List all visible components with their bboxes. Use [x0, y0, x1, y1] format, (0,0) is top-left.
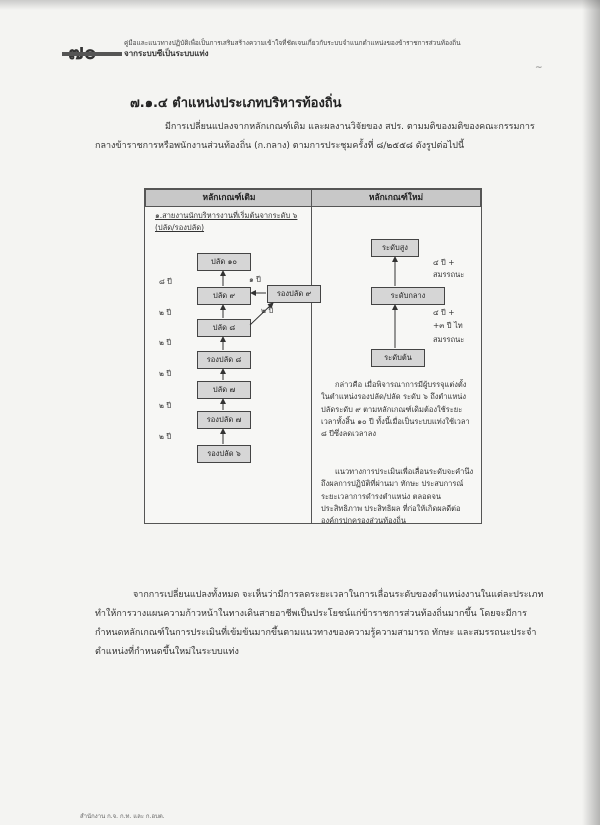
old-years-1: ๘ ปี [159, 277, 172, 286]
new-req-top-2: สมรรถนะ [433, 270, 465, 279]
arrow-8-to-r9 [250, 303, 273, 325]
old-years-5: ๒ ปี [159, 401, 172, 410]
side-years-1: ๑ ปี [249, 275, 261, 284]
old-criteria-header: หลักเกณฑ์เดิม [145, 189, 313, 207]
scan-mark: ~ [535, 63, 543, 73]
old-box-rongpalat-9: รองปลัด ๙ [267, 285, 321, 303]
new-box-senior: ระดับสูง [371, 239, 419, 257]
header-subtitle: คู่มือและแนวทางปฏิบัติเพื่อเป็นการเสริมสร้างความเข้าใจที่ชัดเจนเกี่ยวกับระบบจำแนกตำแหน่งของข้าราชการส่วนท้องถิ่น [124, 39, 461, 47]
new-req-bottom-2: +๓ ปี ไท [433, 321, 463, 330]
old-box-rongpalat-6: รองปลัด ๖ [197, 445, 251, 463]
header-title: จากระบบซีเป็นระบบแท่ง [124, 49, 209, 58]
old-box-rongpalat-7: รองปลัด ๗ [197, 411, 251, 429]
scan-shadow-right [582, 0, 600, 825]
conclusion-paragraph: จากการเปลี่ยนแปลงทั้งหมด จะเห็นว่ามีการลดระยะเวลาในการเลื่อนระดับของตำแหน่งงานในแต่ละประเภท ทำให้การวางแผนความก้าวหน้าในทางเดินสายอาชีพเป็นประโยชน์แก่ข้าราชการส่วนท้องถิ่นมากขึ้น โดยจะมีการกำหนดหลักเกณฑ์ในการประเมินที่เข้มข้นมากขึ้นตามแนวทางของความรู้ความสามารถ ทักษะ และสมรรถนะประจำตำแหน่งที่กำหนดขึ้นใหม่ในระบบแท่ง [95, 590, 544, 657]
new-req-bottom-1: ๔ ปี + [433, 308, 455, 317]
diagram-arrows [145, 189, 481, 523]
old-criteria-heading: ๑.สายงานนักบริหารงานที่เริ่มต้นจากระดับ ๖ (ปลัด/รองปลัด) [155, 211, 298, 232]
old-box-rongpalat-8: รองปลัด ๘ [197, 351, 251, 369]
old-box-palat-10: ปลัด ๑๐ [197, 253, 251, 271]
page-footer: สำนักงาน ก.จ. ก.ท. และ ก.อบต. [80, 813, 165, 820]
new-criteria-note-2: แนวทางการประเมินเพื่อเลื่อนระดับจะคำนึงถึงผลการปฏิบัติที่ผ่านมา ทักษะ ประสบการณ์ ระยะเวลาการดำรงตำแหน่ง ตลอดจนประสิทธิภาพ ประสิทธิผล ที่ก่อให้เกิดผลดีต่อองค์กรปกครองส่วนท้องถิ่น [321, 467, 474, 526]
new-criteria-note-1: กล่าวคือ เมื่อพิจารณาการมีผู้บรรจุแต่งตั้งในตำแหน่งรองปลัด/ปลัด ระดับ ๖ ถึงตำแหน่งปลัดระดับ ๙ ตามหลักเกณฑ์เดิมต้องใช้ระยะเวลาทั้งสิ้น ๑๐ ปี ทั้งนี้เมื่อเป็นระบบแท่งใช้เวลา ๘ ปีซึ่งลดเวลาลง [321, 380, 470, 439]
old-box-palat-8: ปลัด ๘ [197, 319, 251, 337]
comparison-figure [144, 188, 482, 524]
new-req-bottom-3: สมรรถนะ [433, 335, 465, 344]
scan-shadow-top [0, 0, 600, 10]
new-req-top-1: ๔ ปี + [433, 258, 455, 267]
new-criteria-header: หลักเกณฑ์ใหม่ [311, 189, 481, 207]
new-box-junior: ระดับต้น [371, 349, 425, 367]
header-bar [62, 52, 122, 56]
side-years-2: ๒ ปี [261, 306, 274, 315]
new-box-middle: ระดับกลาง [371, 287, 445, 305]
section-title: ๗.๑.๔ ตำแหน่งประเภทบริหารท้องถิ่น [130, 96, 342, 111]
old-years-6: ๒ ปี [159, 432, 172, 441]
old-years-4: ๒ ปี [159, 369, 172, 378]
intro-paragraph: มีการเปลี่ยนแปลงจากหลักเกณฑ์เดิม และผลงานวิจัยของ สปร. ตามมติของมติของคณะกรรมการกลางข้าราชการหรือพนักงานส่วนท้องถิ่น (ก.กลาง) ตามการประชุมครั้งที่ ๘/๒๕๕๘ ดังรูปต่อไปนี้ [95, 122, 535, 151]
old-years-2: ๒ ปี [159, 308, 172, 317]
old-box-palat-7: ปลัด ๗ [197, 381, 251, 399]
old-years-3: ๒ ปี [159, 338, 172, 347]
old-box-palat-9: ปลัด ๙ [197, 287, 251, 305]
